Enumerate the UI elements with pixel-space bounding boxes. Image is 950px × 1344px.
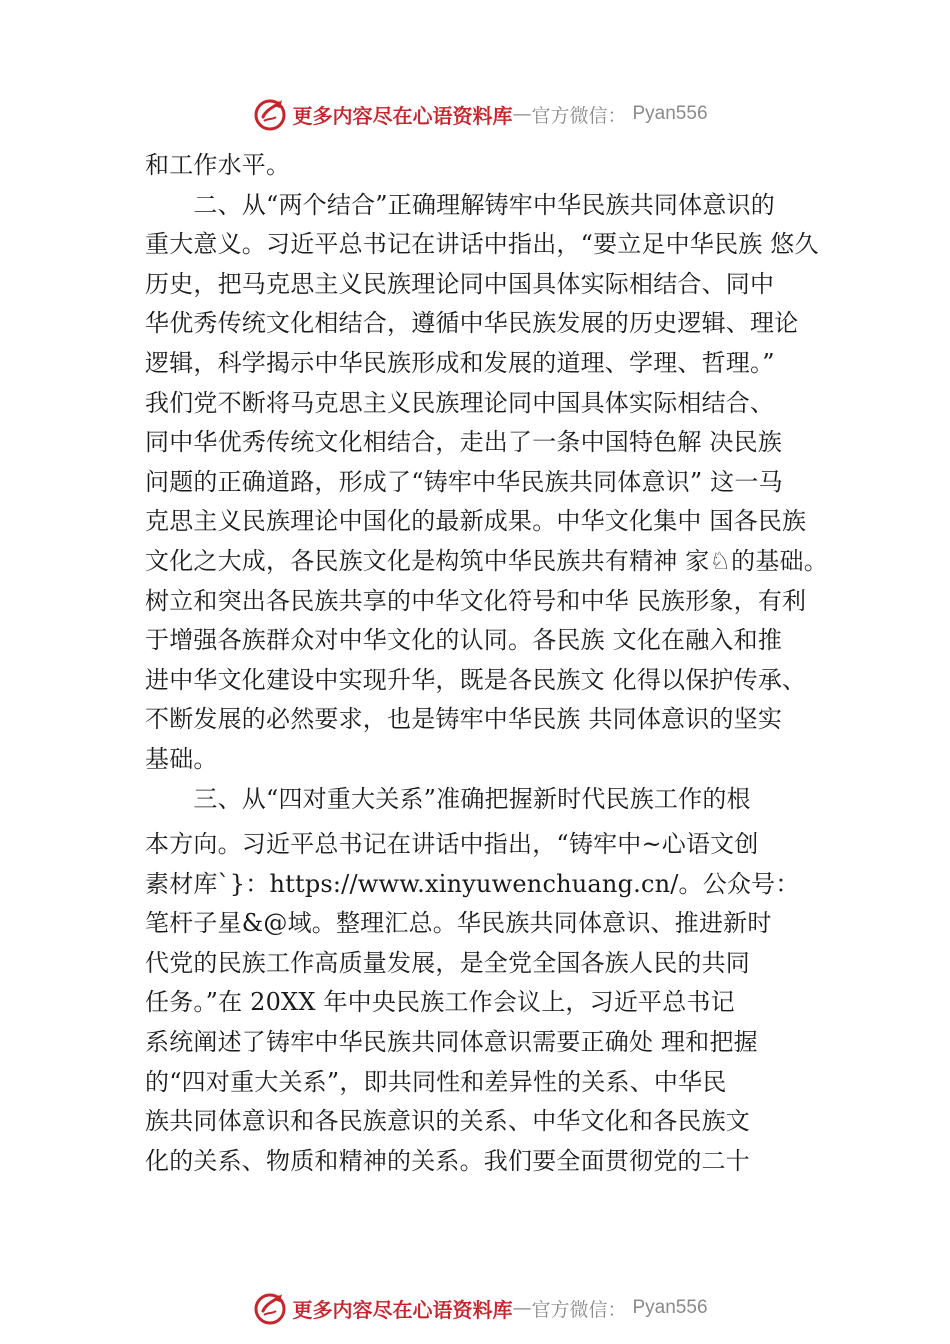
header-separator: — xyxy=(512,103,532,125)
body-line: 华优秀传统文化相结合，遵循中华民族发展的历史逻辑、理论 xyxy=(145,309,799,338)
body-line: 基础。 xyxy=(145,744,218,773)
pen-heart-logo-icon xyxy=(252,96,288,132)
body-line: 重大意义。习近平总书记在讲话中指出，“要立足中华民族 悠久 xyxy=(145,230,819,259)
footer-wechat-label: 官方微信： xyxy=(531,1298,627,1321)
pen-heart-logo-icon xyxy=(252,1290,288,1326)
body-line: 二、从“两个结合”正确理解铸牢中华民族共同体意识的 xyxy=(145,190,775,219)
body-line: 三、从“四对重大关系”准确把握新时代民族工作的根 xyxy=(145,784,751,813)
body-line: 本方向。习近平总书记在讲话中指出，“铸牢中~心语文创 xyxy=(145,830,759,859)
header-banner xyxy=(0,94,950,134)
body-line: 化的关系、物质和精神的关系。我们要全面贯彻党的二十 xyxy=(145,1146,750,1175)
body-line: 历史，把马克思主义民族理论同中国具体实际相结合、同中 xyxy=(145,269,775,298)
body-line: 逻辑，科学揭示中华民族形成和发展的道理、学理、哲理。” xyxy=(145,348,775,377)
body-line: 我们党不断将马克思主义民族理论同中国具体实际相结合、 xyxy=(145,388,775,417)
body-line: 的“四对重大关系”，即共同性和差异性的关系、中华民 xyxy=(145,1067,727,1096)
body-line: 于增强各族群众对中华文化的认同。各民族 文化在融入和推 xyxy=(145,626,783,655)
body-line: 笔杆子星&@域。整理汇总。华民族共同体意识、推进新时 xyxy=(145,909,772,938)
body-line: 任务。”在 20XX 年中央民族工作会议上，习近平总书记 xyxy=(145,988,735,1017)
body-line: 系统阐述了铸牢中华民族共同体意识需要正确处 理和把握 xyxy=(145,1028,758,1057)
body-line: 代党的民族工作高质量发展，是全党全国各族人民的共同 xyxy=(145,948,750,977)
header-wechat-id: Pyan556 xyxy=(632,103,708,124)
body-line: 树立和突出各民族共享的中华文化符号和中华 民族形象，有利 xyxy=(145,586,807,615)
body-line: 同中华优秀传统文化相结合，走出了一条中国特色解 决民族 xyxy=(145,428,783,457)
body-line: 问题的正确道路，形成了“铸牢中华民族共同体意识” 这一马 xyxy=(145,467,783,496)
body-line: 不断发展的必然要求，也是铸牢中华民族 共同体意识的坚实 xyxy=(145,705,783,734)
body-line: 进中华文化建设中实现升华，既是各民族文 化得以保护传承、 xyxy=(145,665,807,694)
footer-banner xyxy=(0,1288,950,1328)
header-wechat-label: 官方微信： xyxy=(531,104,627,127)
footer-separator: — xyxy=(512,1297,532,1319)
footer-brand: 更多内容尽在心语资料库 xyxy=(292,1297,513,1322)
body-line: 族共同体意识和各民族意识的关系、中华文化和各民族文 xyxy=(145,1107,750,1136)
body-line: 文化之大成，各民族文化是构筑中华民族共有精神 家♘的基础。 xyxy=(145,546,828,575)
body-line: 素材库`}：https://www.xinyuwenchuang.cn/。公众号： xyxy=(145,869,800,898)
body-line: 克思主义民族理论中国化的最新成果。中华文化集中 国各民族 xyxy=(145,507,807,536)
footer-wechat-id: Pyan556 xyxy=(632,1297,708,1318)
body-line: 和工作水平。 xyxy=(145,151,291,179)
header-brand: 更多内容尽在心语资料库 xyxy=(292,103,513,128)
document-body xyxy=(145,146,845,1181)
